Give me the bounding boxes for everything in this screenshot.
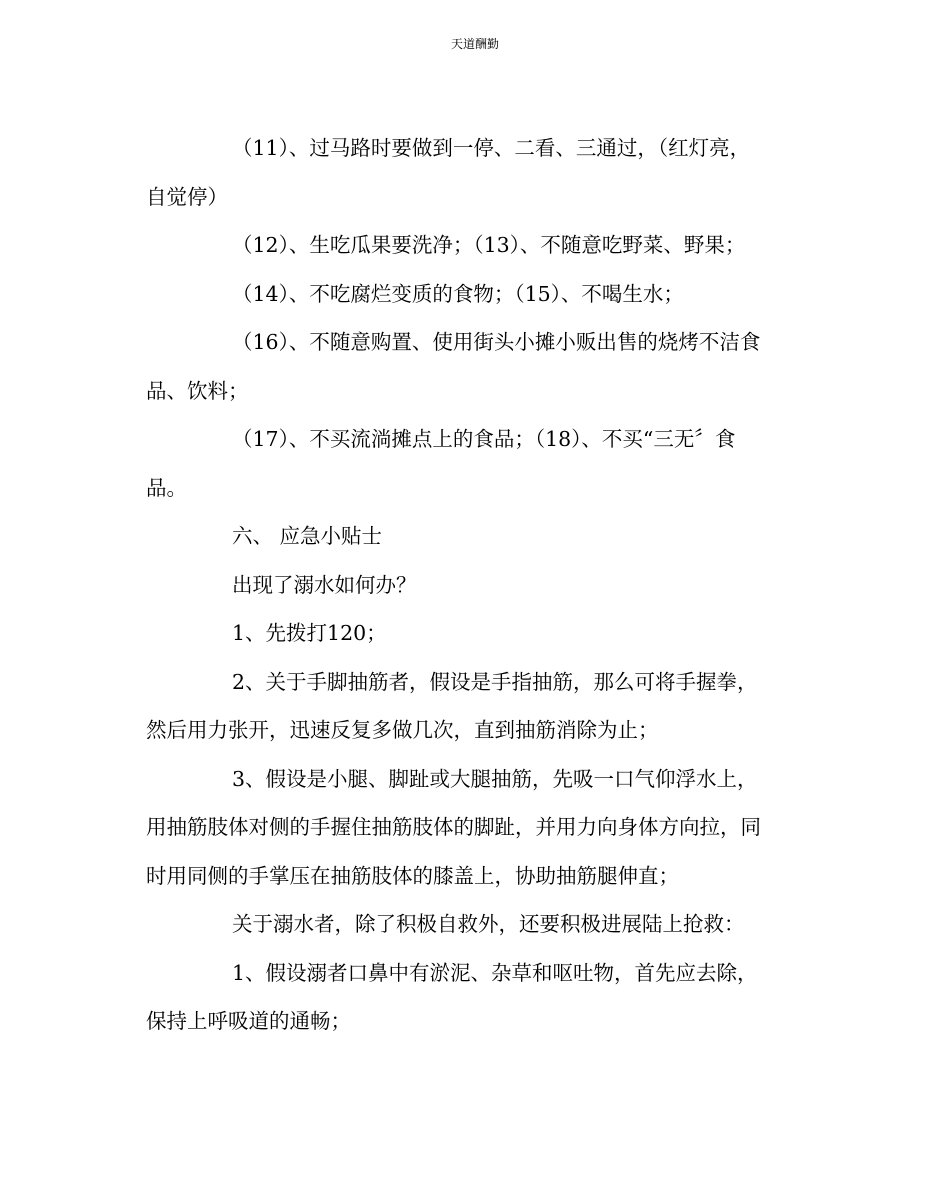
paragraph-line: 3、假设是小腿、脚趾或大腿抽筋，先吸一口气仰浮水上，: [232, 766, 758, 791]
section-heading: 六、 应急小贴士: [232, 524, 383, 548]
paragraph-line: 自觉停）: [146, 184, 228, 209]
page-header: 天道酬勤: [450, 37, 499, 51]
document-body: [146, 124, 806, 1046]
paragraph-line: 2、关于手脚抽筋者，假设是手指抽筋，那么可将手握拳，: [232, 669, 758, 694]
paragraph-line: （14）、不吃腐烂变质的食物；（15）、不喝生水；: [232, 281, 684, 306]
paragraph-line: 品。: [146, 475, 187, 500]
paragraph-line: 用抽筋肢体对侧的手握住抽筋肢体的脚趾，并用力向身体方向拉，同: [146, 815, 761, 839]
paragraph-line: （16）、不随意购置、使用街头小摊小贩出售的烧烤不洁食: [232, 330, 761, 354]
paragraph-line: （11）、过马路时要做到一停、二看、三通过，（红灯亮，: [232, 136, 751, 160]
paragraph-line: 保持上呼吸道的通畅；: [146, 1009, 351, 1033]
paragraph-line: 然后用力张开，迅速反复多做几次，直到抽筋消除为止；: [146, 718, 659, 742]
paragraph-line: 出现了溺水如何办？: [232, 572, 417, 597]
paragraph-line: （12）、生吃瓜果要洗净；（13）、不随意吃野菜、野果；: [232, 233, 746, 257]
paragraph-line: 关于溺水者，除了积极自救外，还要积极进展陆上抢救：: [232, 912, 745, 936]
paragraph-line: （17）、不买流淌摊点上的食品；（18）、不买“三无〞食: [232, 427, 736, 451]
paragraph-line: 品、饮料；: [146, 378, 249, 403]
paragraph-line: 1、先拨打120；: [232, 621, 387, 645]
paragraph-line: 1、假设溺者口鼻中有淤泥、杂草和呕吐物，首先应去除，: [232, 960, 758, 985]
paragraph-line: 时用同侧的手掌压在抽筋肢体的膝盖上，协助抽筋腿伸直；: [146, 863, 679, 888]
